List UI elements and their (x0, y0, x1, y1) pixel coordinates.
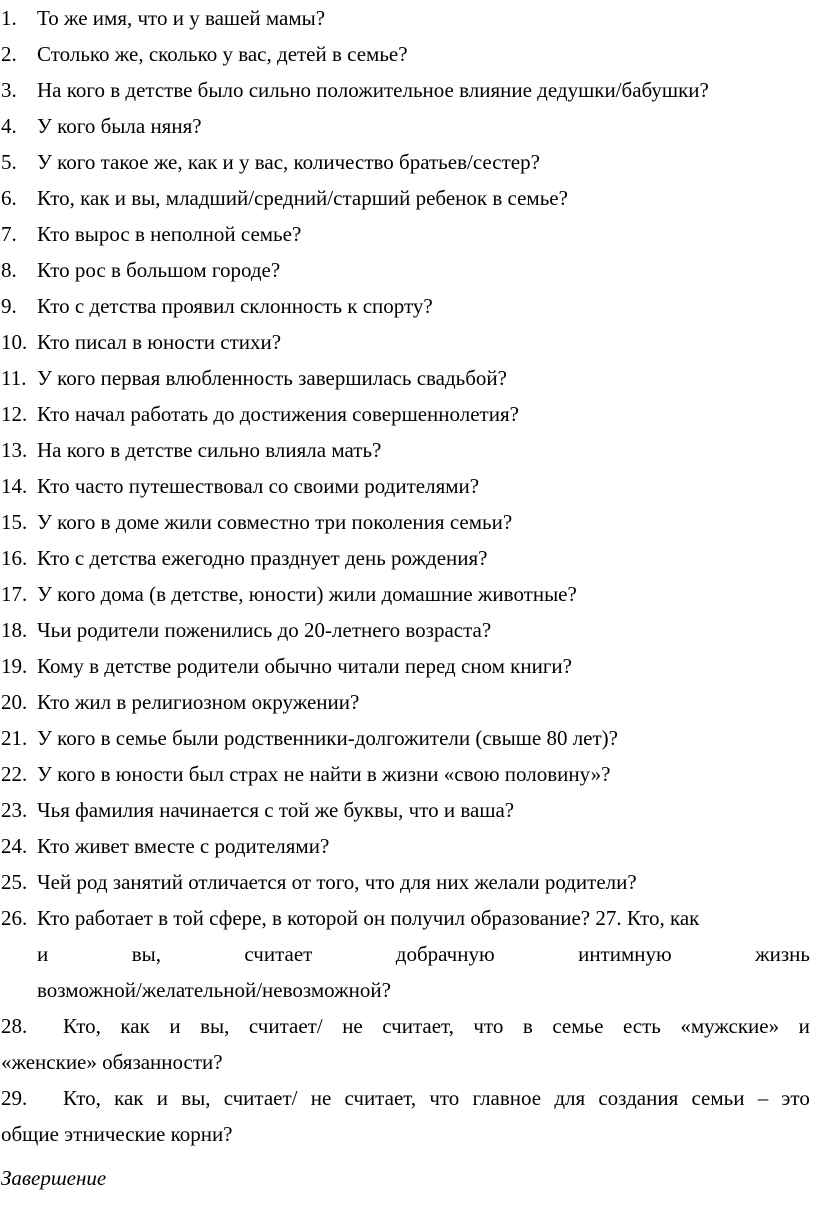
question-number: 14. (1, 474, 28, 498)
question-number: 29. (1, 1086, 28, 1110)
word: добрачную (395, 942, 495, 966)
question-number: 10. (1, 330, 28, 354)
question-text: возможной/желательной/невозможной? (37, 978, 391, 1002)
word: для (554, 1086, 586, 1110)
question-item (0, 216, 816, 252)
word: не (310, 1086, 332, 1110)
question-text: Кто часто путешествовал со своими родителями? (37, 474, 480, 498)
question-text: Кто, как и вы, младший/средний/старший ребенок в семье? (37, 186, 568, 210)
word: жизнь (755, 942, 810, 966)
question-number: 18. (1, 618, 28, 642)
question-text: Кто с детства ежегодно празднует день рождения? (37, 546, 488, 570)
question-text: Кто с детства проявил склонность к спорту? (37, 294, 433, 318)
question-item (0, 864, 816, 900)
question-text: Столько же, сколько у вас, детей в семье? (37, 42, 408, 66)
question-number: 23. (1, 798, 28, 822)
word: создания (598, 1086, 679, 1110)
question-text-justified (63, 1008, 810, 1044)
section-heading-conclusion: Завершение (1, 1166, 107, 1190)
question-number: 16. (1, 546, 28, 570)
question-number: 24. (1, 834, 28, 858)
word: и (798, 1014, 810, 1038)
word: считает/ (223, 1086, 298, 1110)
question-number: 21. (1, 726, 28, 750)
question-number: 4. (1, 114, 17, 138)
question-item (0, 72, 816, 108)
word: интимную (578, 942, 672, 966)
question-text: Кто писал в юности стихи? (37, 330, 282, 354)
question-29 (0, 1080, 816, 1152)
word: «мужские» (680, 1014, 780, 1038)
question-item (0, 684, 816, 720)
question-number: 9. (1, 294, 17, 318)
question-number: 11. (1, 366, 27, 390)
question-text: У кого в доме жили совместно три поколения семьи? (37, 510, 513, 534)
question-28 (0, 1008, 816, 1080)
question-item (0, 288, 816, 324)
question-number: 25. (1, 870, 28, 894)
question-text: Чьи родители поженились до 20-летнего возраста? (37, 618, 492, 642)
question-text: На кого в детстве сильно влияла мать? (37, 438, 382, 462)
question-number: 12. (1, 402, 28, 426)
word: считает, (382, 1014, 454, 1038)
question-number: 15. (1, 510, 28, 534)
question-text: У кого в юности был страх не найти в жизни «свою половину»? (37, 762, 611, 786)
question-text: Кто начал работать до достижения совершеннолетия? (37, 402, 519, 426)
word: считает (244, 942, 313, 966)
question-item (0, 540, 816, 576)
question-text: У кого в семье были родственники-долгожители (свыше 80 лет)? (37, 726, 618, 750)
question-item (0, 144, 816, 180)
word: Кто, (63, 1086, 101, 1110)
question-number: 8. (1, 258, 17, 282)
question-number: 28. (1, 1014, 28, 1038)
question-item (0, 612, 816, 648)
question-number: 1. (1, 6, 17, 30)
word: не (342, 1014, 363, 1038)
question-text: общие этнические корни? (1, 1122, 233, 1146)
question-text: Чей род занятий отличается от того, что для них желали родители? (37, 870, 637, 894)
word: как (114, 1086, 144, 1110)
question-item (0, 0, 816, 36)
question-item (0, 504, 816, 540)
word: это (781, 1086, 810, 1110)
word: семьи (691, 1086, 745, 1110)
question-text: Кто живет вместе с родителями? (37, 834, 330, 858)
word: и (156, 1086, 168, 1110)
question-item (0, 720, 816, 756)
question-text: На кого в детстве было сильно положительное влияние дедушки/бабушки? (37, 78, 709, 102)
word: что (429, 1086, 460, 1110)
question-item (0, 792, 816, 828)
word: вы, (131, 942, 161, 966)
word: есть (622, 1014, 661, 1038)
word: вы, (181, 1086, 211, 1110)
question-text: Кто вырос в неполной семье? (37, 222, 302, 246)
question-26 (0, 900, 816, 1008)
question-text: У кого была няня? (37, 114, 202, 138)
word: как (120, 1014, 150, 1038)
question-text-justified (63, 1080, 810, 1116)
question-number: 3. (1, 78, 17, 102)
question-item (0, 324, 816, 360)
question-text: У кого дома (в детстве, юности) жили домашние животные? (37, 582, 577, 606)
question-text: «женские» обязанности? (1, 1050, 223, 1074)
question-number: 2. (1, 42, 17, 66)
question-item (0, 360, 816, 396)
question-text: У кого первая влюбленность завершилась свадьбой? (37, 366, 507, 390)
question-item (0, 828, 816, 864)
word: Кто, (63, 1014, 101, 1038)
question-item (0, 108, 816, 144)
word: вы, (200, 1014, 230, 1038)
question-item (0, 756, 816, 792)
question-item (0, 36, 816, 72)
question-item (0, 468, 816, 504)
question-text: Чья фамилия начинается с той же буквы, что и ваша? (37, 798, 515, 822)
word: и (169, 1014, 181, 1038)
question-text: Кто работает в той сфере, в которой он получил образование? 27. Кто, как (37, 906, 700, 930)
word: в (522, 1014, 533, 1038)
question-text: У кого такое же, как и у вас, количество братьев/сестер? (37, 150, 540, 174)
question-item (0, 648, 816, 684)
word: считает, (344, 1086, 417, 1110)
question-text: Кто рос в большом городе? (37, 258, 281, 282)
question-item (0, 252, 816, 288)
word: главное (472, 1086, 542, 1110)
question-number: 13. (1, 438, 28, 462)
word: что (473, 1014, 504, 1038)
question-number: 20. (1, 690, 28, 714)
word: и (37, 942, 49, 966)
word: считает/ (248, 1014, 323, 1038)
question-item (0, 396, 816, 432)
question-number: 19. (1, 654, 28, 678)
question-number: 6. (1, 186, 17, 210)
question-item (0, 432, 816, 468)
question-number: 5. (1, 150, 17, 174)
word: семье (552, 1014, 604, 1038)
question-number: 22. (1, 762, 28, 786)
word: – (757, 1086, 769, 1110)
question-number: 7. (1, 222, 17, 246)
question-text: То же имя, что и у вашей мамы? (37, 6, 326, 30)
question-item (0, 180, 816, 216)
question-item (0, 576, 816, 612)
question-number: 26. (1, 906, 28, 930)
question-text-justified (37, 936, 810, 972)
question-text: Кто жил в религиозном окружении? (37, 690, 360, 714)
question-number: 17. (1, 582, 28, 606)
question-text: Кому в детстве родители обычно читали перед сном книги? (37, 654, 572, 678)
